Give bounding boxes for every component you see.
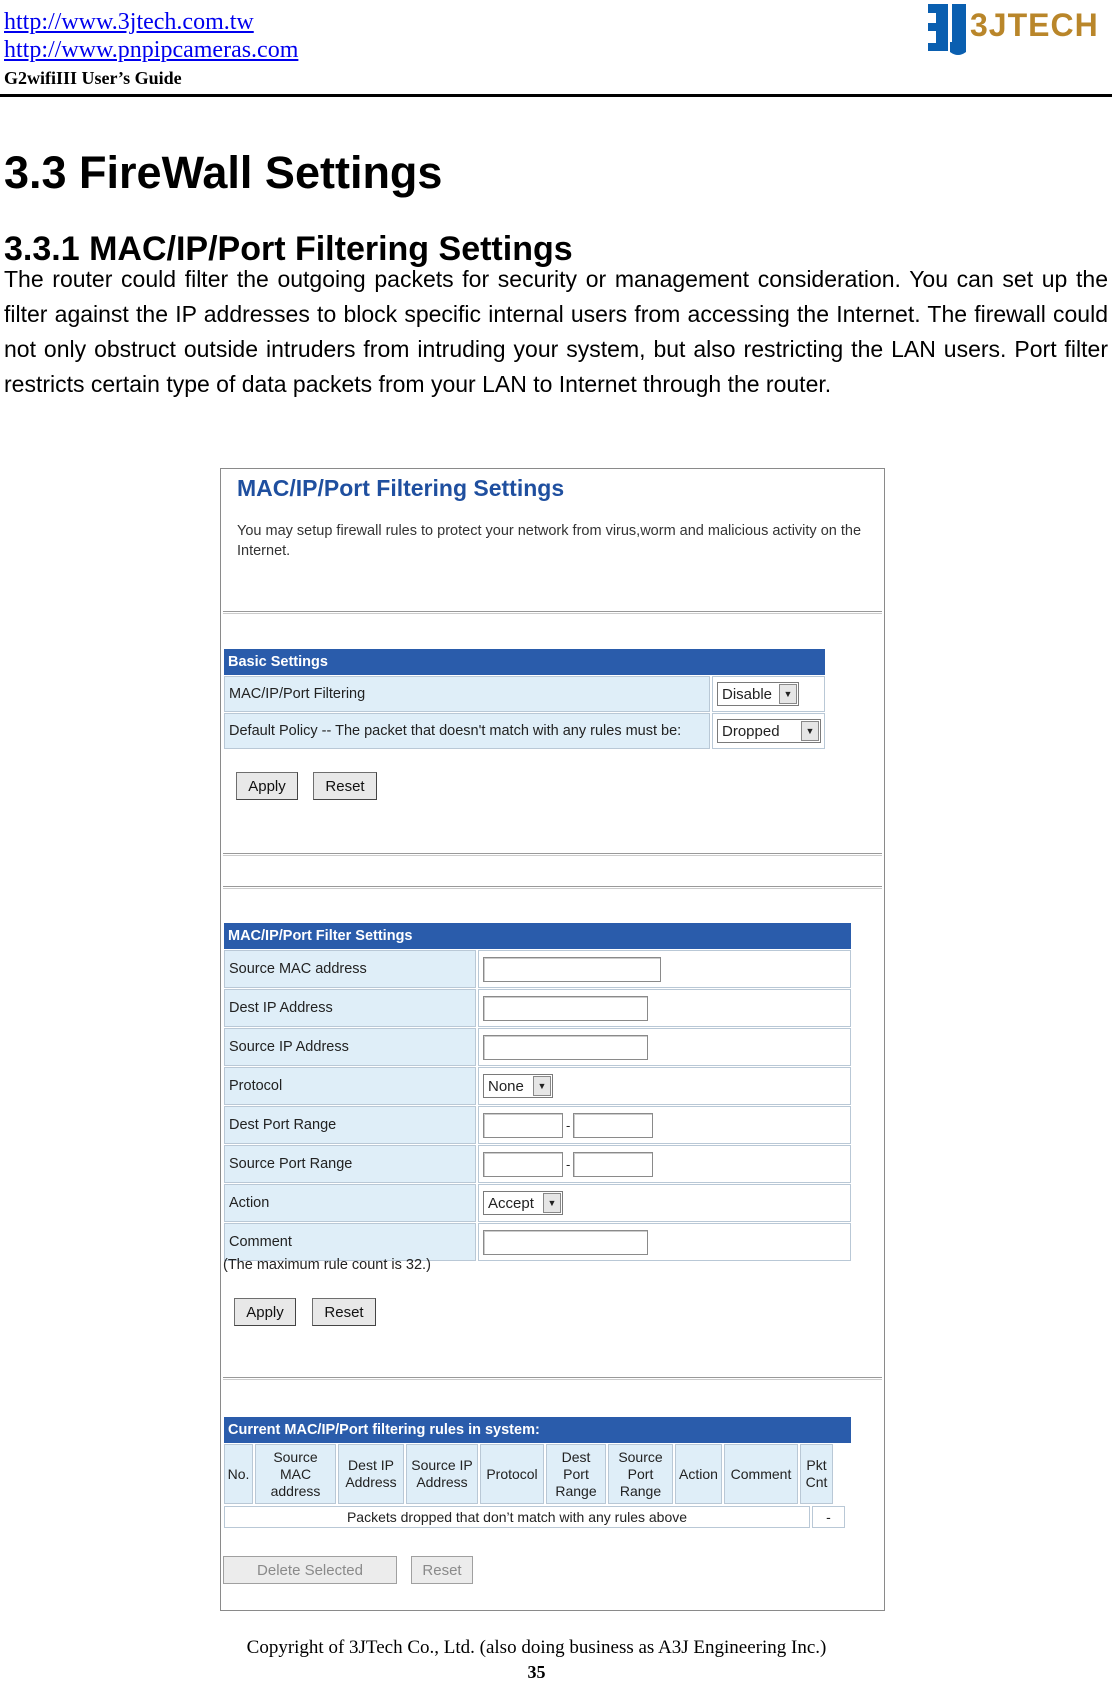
- intro-paragraph: The router could filter the outgoing packets for security or management consideration. You can set up the filter against the IP addresses to block specific internal users from accessing the Internet. The firewall could not only obstruct outside intruders from intruding your system, but also restricting the LAN users. Port filter restricts certain type of data packets from your LAN to Internet through the router.: [4, 266, 1108, 397]
- action-select[interactable]: Accept ▼: [483, 1191, 563, 1215]
- source-mac-input[interactable]: [483, 957, 661, 982]
- footer-copyright: Copyright of 3JTech Co., Ltd. (also doing business as A3J Engineering Inc.): [246, 1637, 827, 1658]
- col-no: No.: [224, 1444, 253, 1504]
- col-source-mac: Source MAC address: [255, 1444, 336, 1504]
- filter-apply-button[interactable]: Apply: [234, 1298, 296, 1326]
- protocol-select[interactable]: None ▼: [483, 1074, 553, 1098]
- rules-header-row: [224, 1444, 851, 1504]
- basic-settings-table: [224, 649, 825, 749]
- settings-screenshot: [220, 468, 885, 1611]
- col-dest-ip: Dest IP Address: [338, 1444, 404, 1504]
- chevron-down-icon: ▼: [779, 684, 797, 704]
- col-comment: Comment: [724, 1444, 798, 1504]
- col-source-port: Source Port Range: [608, 1444, 673, 1504]
- action-label: Action: [224, 1184, 476, 1222]
- header-rule: [0, 94, 1112, 97]
- filter-settings-heading: MAC/IP/Port Filter Settings: [224, 923, 851, 949]
- brand-logo: [922, 0, 1099, 60]
- basic-settings-heading: Basic Settings: [224, 649, 825, 675]
- screenshot-title: MAC/IP/Port Filtering Settings: [237, 475, 565, 501]
- divider: [223, 853, 882, 856]
- divider: [223, 611, 882, 614]
- guide-title: G2wifiIII User’s Guide: [4, 68, 182, 88]
- delete-selected-button[interactable]: Delete Selected: [223, 1556, 397, 1584]
- source-port-label: Source Port Range: [224, 1145, 476, 1183]
- filtering-label: MAC/IP/Port Filtering: [224, 676, 710, 712]
- default-policy-select[interactable]: Dropped ▼: [717, 719, 821, 743]
- screenshot-description: You may setup firewall rules to protect your network from virus,worm and malicious activity on the Internet.: [237, 523, 862, 559]
- divider: [223, 1377, 882, 1380]
- protocol-label: Protocol: [224, 1067, 476, 1105]
- rules-reset-button[interactable]: Reset: [411, 1556, 473, 1584]
- dest-port-end-input[interactable]: [573, 1113, 653, 1138]
- col-pkt-cnt: Pkt Cnt: [800, 1444, 833, 1504]
- comment-label: Comment: [224, 1223, 476, 1261]
- subsection-heading: 3.3.1 MAC/IP/Port Filtering Settings: [4, 230, 573, 268]
- dest-ip-label: Dest IP Address: [224, 989, 476, 1027]
- source-port-start-input[interactable]: [483, 1152, 563, 1177]
- chevron-down-icon: ▼: [533, 1076, 551, 1096]
- divider: [223, 886, 882, 889]
- dest-port-start-input[interactable]: [483, 1113, 563, 1138]
- website-link[interactable]: http://www.3jtech.com.tw: [4, 9, 254, 35]
- basic-reset-button[interactable]: Reset: [313, 772, 377, 800]
- current-rules-heading: Current MAC/IP/Port filtering rules in system:: [224, 1417, 851, 1443]
- website-link-cameras[interactable]: http://www.pnpipcameras.com: [4, 37, 299, 63]
- chevron-down-icon: ▼: [543, 1193, 561, 1213]
- default-policy-label: Default Policy -- The packet that doesn't match with any rules must be:: [224, 713, 710, 749]
- col-dest-port: Dest Port Range: [546, 1444, 606, 1504]
- col-protocol: Protocol: [480, 1444, 544, 1504]
- current-rules-table: [224, 1417, 851, 1528]
- source-mac-label: Source MAC address: [224, 950, 476, 988]
- basic-apply-button[interactable]: Apply: [236, 772, 298, 800]
- table-row: [224, 1506, 851, 1528]
- range-dash: -: [566, 1117, 571, 1133]
- dest-ip-input[interactable]: [483, 996, 648, 1021]
- filter-settings-table: [224, 923, 851, 1261]
- header: [4, 8, 298, 90]
- max-rule-note: (The maximum rule count is 32.): [223, 1257, 431, 1273]
- col-action: Action: [675, 1444, 722, 1504]
- page-number: 35: [527, 1662, 546, 1682]
- source-ip-input[interactable]: [483, 1035, 648, 1060]
- section-heading: 3.3 FireWall Settings: [4, 147, 443, 198]
- col-source-ip: Source IP Address: [406, 1444, 478, 1504]
- source-port-end-input[interactable]: [573, 1152, 653, 1177]
- filter-reset-button[interactable]: Reset: [312, 1298, 376, 1326]
- dest-port-label: Dest Port Range: [224, 1106, 476, 1144]
- source-ip-label: Source IP Address: [224, 1028, 476, 1066]
- dropped-packets-count: -: [812, 1506, 845, 1528]
- logo-text: 3JTECH: [970, 7, 1099, 43]
- comment-input[interactable]: [483, 1230, 648, 1255]
- range-dash: -: [566, 1156, 571, 1172]
- dropped-packets-text: Packets dropped that don’t match with any rules above: [224, 1506, 810, 1528]
- chevron-down-icon: ▼: [801, 721, 819, 741]
- filtering-select[interactable]: Disable ▼: [717, 682, 799, 706]
